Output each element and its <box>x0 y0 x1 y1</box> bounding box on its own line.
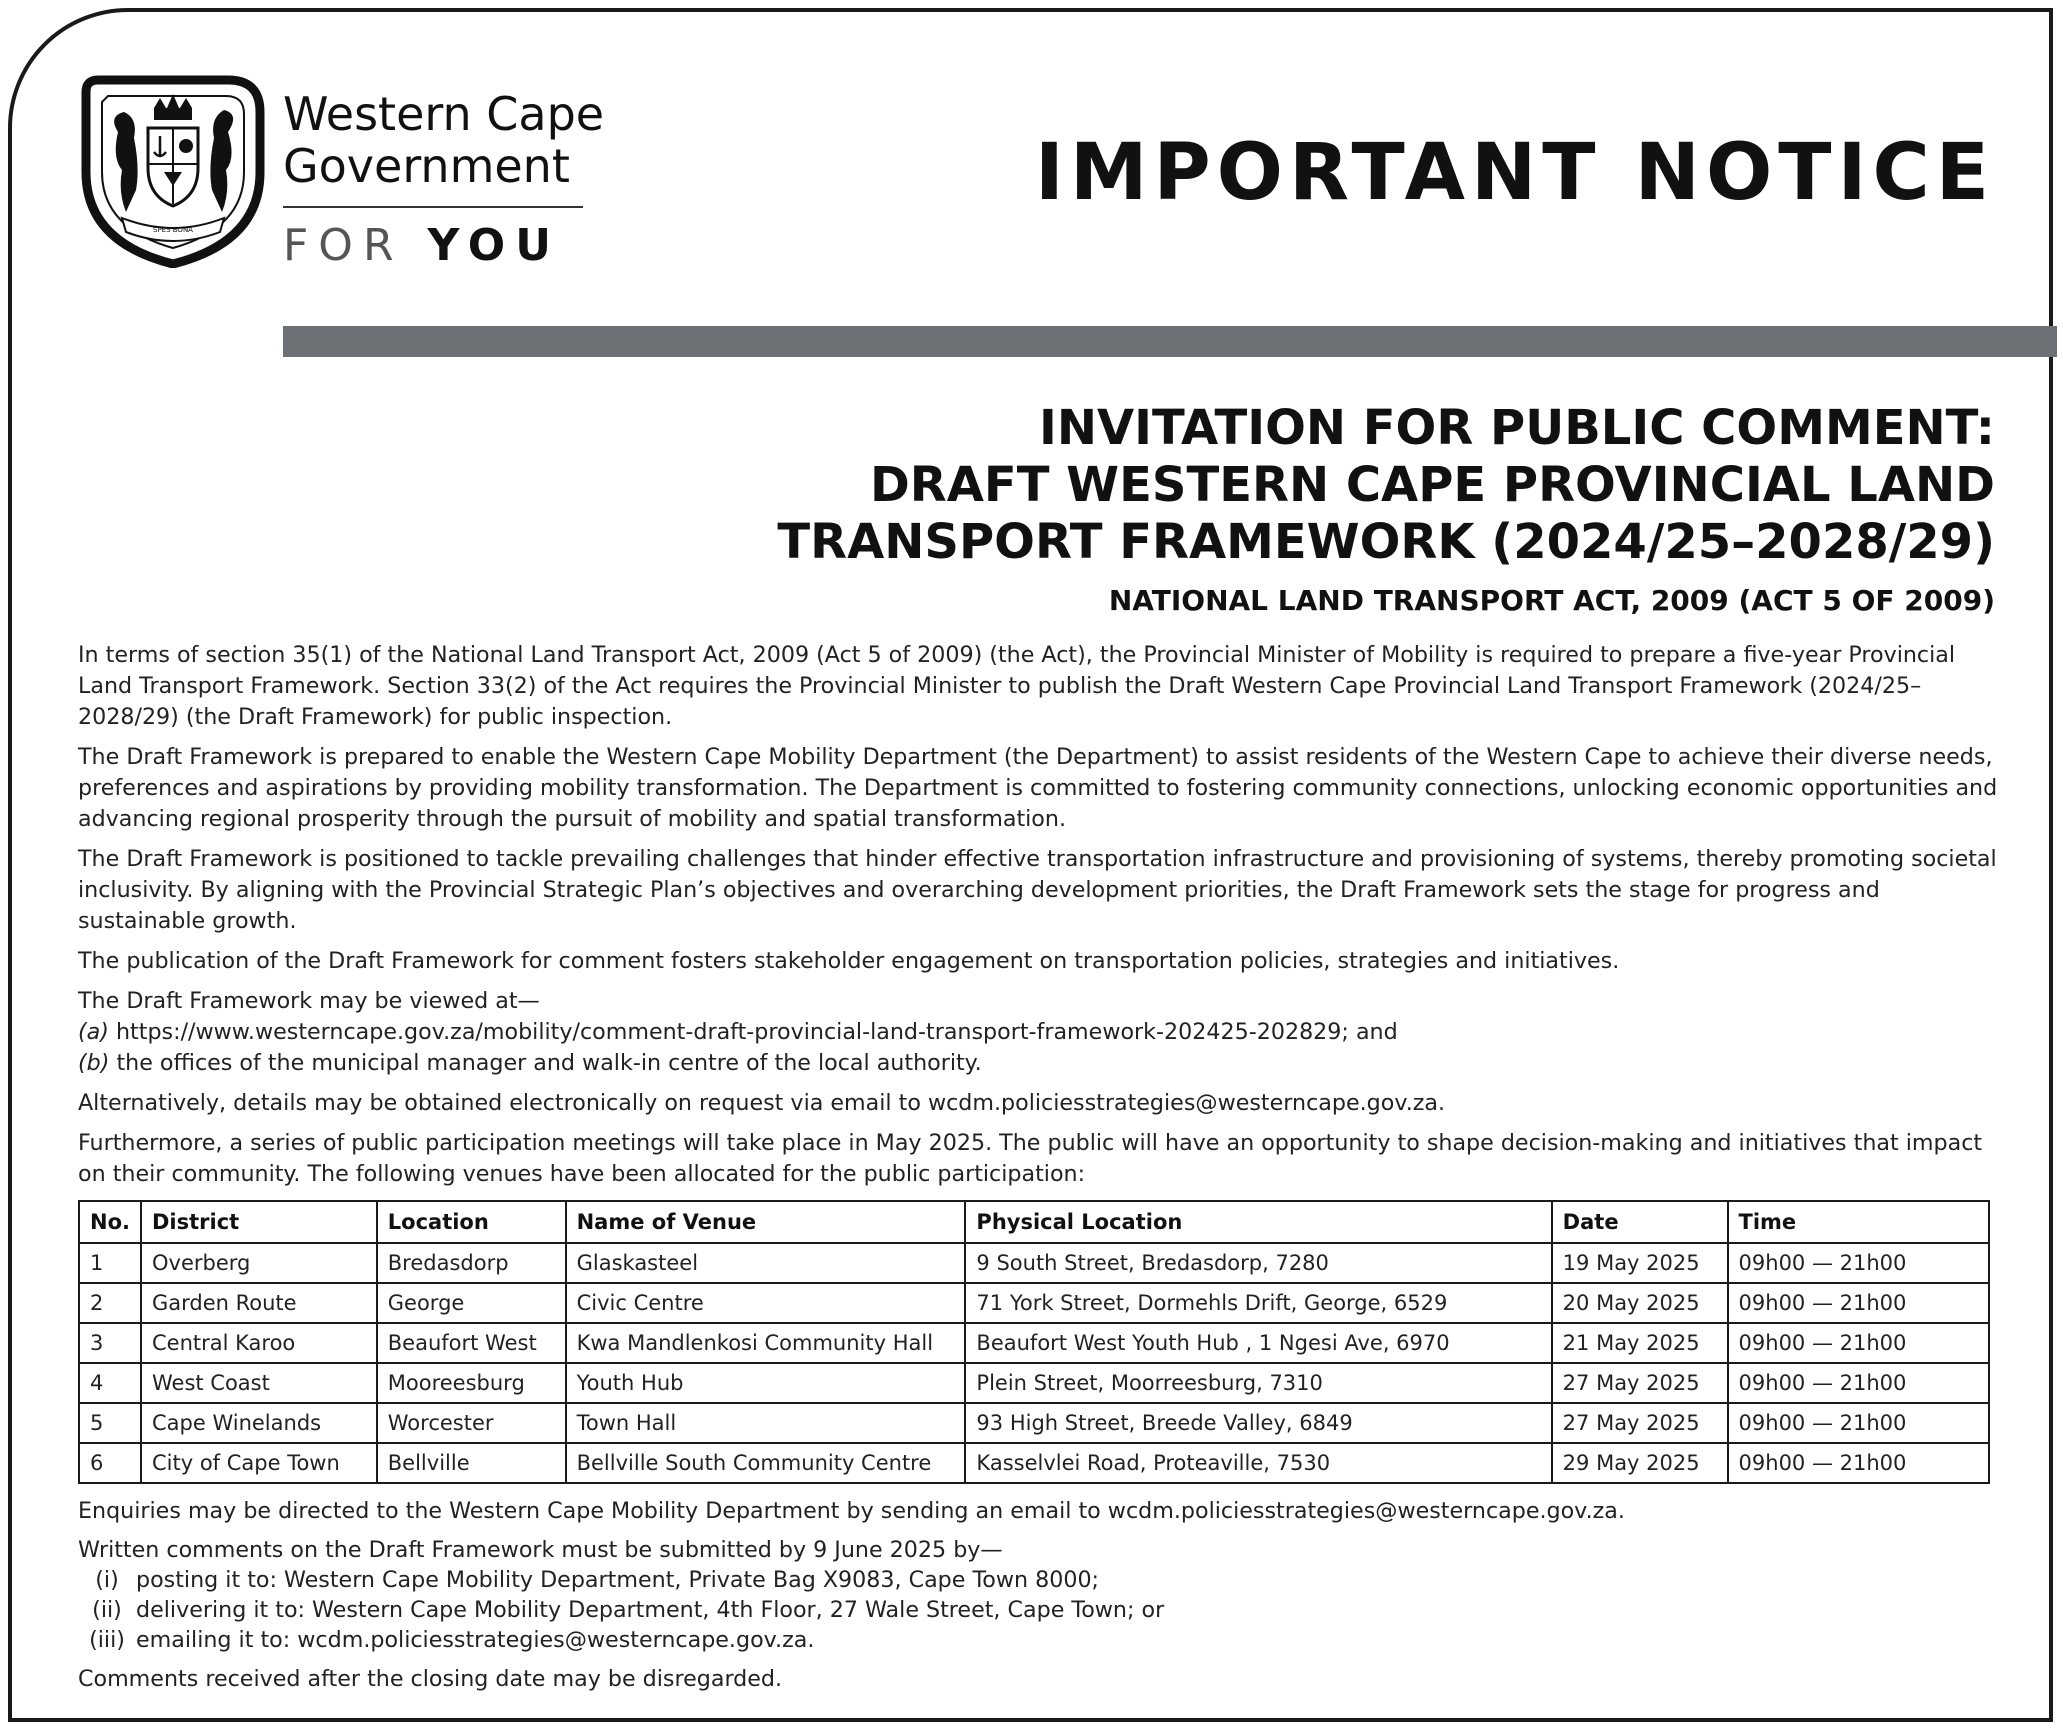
brand-name-line1: Western Cape <box>283 87 605 141</box>
cell-physical-location: Kasselvlei Road, Proteaville, 7530 <box>965 1443 1551 1483</box>
cell-date: 27 May 2025 <box>1552 1363 1728 1403</box>
cell-district: West Coast <box>141 1363 377 1403</box>
viewing-intro: The Draft Framework may be viewed at— <box>78 988 540 1014</box>
closing-text: Comments received after the closing date may be disregarded. <box>78 1666 783 1692</box>
notice-title: IMPORTANT NOTICE <box>1034 128 1995 218</box>
cell-physical-location: 9 South Street, Bredasdorp, 7280 <box>965 1243 1551 1283</box>
item-number: (i) <box>95 1567 119 1593</box>
notice-heading <box>777 400 1995 619</box>
wordmark-divider <box>283 206 583 208</box>
cell-time: 09h00 — 21h00 <box>1728 1283 1989 1323</box>
cell-venue: Town Hall <box>566 1403 966 1443</box>
coat-of-arms-logo <box>78 72 268 268</box>
option-b-label: (b) <box>78 1050 110 1076</box>
cell-no: 6 <box>79 1443 141 1483</box>
cell-physical-location: Beaufort West Youth Hub , 1 Ngesi Ave, 6970 <box>965 1323 1551 1363</box>
table-row <box>79 1283 1989 1323</box>
viewing-locations <box>78 986 1998 1079</box>
item-number: (iii) <box>89 1627 125 1653</box>
table-row <box>79 1323 1989 1363</box>
item-number: (ii) <box>92 1597 122 1623</box>
cell-venue: Bellville South Community Centre <box>566 1443 966 1483</box>
submission-intro: Written comments on the Draft Framework must be submitted by 9 June 2025 by— <box>78 1537 1003 1563</box>
submission-item <box>78 1625 1998 1655</box>
paragraph-4: The publication of the Draft Framework for comment fosters stakeholder engagement on transportation policies, strategies and initiatives. <box>78 948 1620 974</box>
cell-district: Cape Winelands <box>141 1403 377 1443</box>
table-row <box>79 1363 1989 1403</box>
tagline-for: FOR <box>283 220 404 271</box>
paragraph-3: The Draft Framework is positioned to tackle prevailing challenges that hinder effective transportation infrastructure and provisioning of systems, thereby promoting societal inclusivity. By aligning with the Provincial Strategic Plan’s objectives and overarching development priorities, the Draft Framework sets the stage for progress and sustainable growth. <box>78 846 1997 934</box>
paragraph-meetings: Furthermore, a series of public participation meetings will take place in May 2025. The public will have an opportunity to shape decision-making and initiatives that impact on their community. The following venues have been allocated for the public participation: <box>78 1130 1983 1187</box>
cell-physical-location: Plein Street, Moorreesburg, 7310 <box>965 1363 1551 1403</box>
cell-no: 4 <box>79 1363 141 1403</box>
cell-time: 09h00 — 21h00 <box>1728 1363 1989 1403</box>
cell-location: Worcester <box>377 1403 566 1443</box>
tagline-you: YOU <box>427 220 561 271</box>
cell-time: 09h00 — 21h00 <box>1728 1323 1989 1363</box>
cell-physical-location: 93 High Street, Breede Valley, 6849 <box>965 1403 1551 1443</box>
submission-item <box>78 1565 1998 1595</box>
heading-line3: TRANSPORT FRAMEWORK (2024/25–2028/29) <box>777 514 1995 570</box>
viewing-option-a <box>78 1017 1998 1048</box>
table-header-row <box>79 1201 1989 1243</box>
cell-time: 09h00 — 21h00 <box>1728 1403 1989 1443</box>
cell-venue: Youth Hub <box>566 1363 966 1403</box>
cell-district: Garden Route <box>141 1283 377 1323</box>
cell-venue: Glaskasteel <box>566 1243 966 1283</box>
item-text: delivering it to: Western Cape Mobility Department, 4th Floor, 27 Wale Street, Cape Town; or <box>136 1597 1165 1623</box>
cell-time: 09h00 — 21h00 <box>1728 1443 1989 1483</box>
notice-body <box>78 640 1998 1199</box>
table-row <box>79 1403 1989 1443</box>
cell-physical-location: 71 York Street, Dormehls Drift, George, 6529 <box>965 1283 1551 1323</box>
cell-location: Beaufort West <box>377 1323 566 1363</box>
cell-no: 3 <box>79 1323 141 1363</box>
cell-no: 5 <box>79 1403 141 1443</box>
option-a-url[interactable]: https://www.westerncape.gov.za/mobility/comment-draft-provincial-land-transport-framework-202425-202829; and <box>115 1019 1398 1045</box>
cell-district: Overberg <box>141 1243 377 1283</box>
venues-table <box>78 1200 1990 1484</box>
cell-venue: Kwa Mandlenkosi Community Hall <box>566 1323 966 1363</box>
header-physical-location: Physical Location <box>965 1201 1551 1243</box>
cell-location: Mooreesburg <box>377 1363 566 1403</box>
submission-item <box>78 1595 1998 1625</box>
header-venue: Name of Venue <box>566 1201 966 1243</box>
cell-time: 09h00 — 21h00 <box>1728 1243 1989 1283</box>
cell-date: 21 May 2025 <box>1552 1323 1728 1363</box>
cell-date: 29 May 2025 <box>1552 1443 1728 1483</box>
header-time: Time <box>1728 1201 1989 1243</box>
header-divider-bar <box>283 326 2057 357</box>
paragraph-email-request: Alternatively, details may be obtained electronically on request via email to wcdm.policiesstrategies@westerncape.gov.za. <box>78 1090 1446 1116</box>
table-row <box>79 1443 1989 1483</box>
heading-line1: INVITATION FOR PUBLIC COMMENT: <box>1039 400 1995 456</box>
wordmark <box>283 88 703 270</box>
cell-location: George <box>377 1283 566 1323</box>
header-date: Date <box>1552 1201 1728 1243</box>
cell-no: 1 <box>79 1243 141 1283</box>
cell-no: 2 <box>79 1283 141 1323</box>
heading-subtitle: NATIONAL LAND TRANSPORT ACT, 2009 (ACT 5 OF 2009) <box>1108 584 1995 617</box>
notice-footer <box>78 1496 1998 1703</box>
cell-district: Central Karoo <box>141 1323 377 1363</box>
option-a-label: (a) <box>78 1019 109 1045</box>
option-b-text: the offices of the municipal manager and walk-in centre of the local authority. <box>116 1050 982 1076</box>
cell-date: 19 May 2025 <box>1552 1243 1728 1283</box>
cell-date: 27 May 2025 <box>1552 1403 1728 1443</box>
heading-line2: DRAFT WESTERN CAPE PROVINCIAL LAND <box>869 457 1995 513</box>
brand-tagline <box>283 222 703 270</box>
viewing-option-b <box>78 1048 1998 1079</box>
paragraph-2: The Draft Framework is prepared to enable the Western Cape Mobility Department (the Department) to assist residents of the Western Cape to achieve their diverse needs, preferences and aspirations by providing mobility transformation. The Department is committed to fostering community connections, unlocking economic opportunities and advancing regional prosperity through the pursuit of mobility and spatial transformation. <box>78 744 1998 832</box>
item-text: posting it to: Western Cape Mobility Department, Private Bag X9083, Cape Town 8000; <box>136 1567 1100 1593</box>
table-row <box>79 1243 1989 1283</box>
item-text: emailing it to: wcdm.policiesstrategies@westerncape.gov.za. <box>136 1627 815 1653</box>
header-location: Location <box>377 1201 566 1243</box>
cell-venue: Civic Centre <box>566 1283 966 1323</box>
submission-methods <box>78 1535 1998 1655</box>
header-no: No. <box>79 1201 141 1243</box>
crest-motto: SPES BONA <box>153 226 193 234</box>
cell-location: Bredasdorp <box>377 1243 566 1283</box>
paragraph-1: In terms of section 35(1) of the National Land Transport Act, 2009 (Act 5 of 2009) (the Act), the Provincial Minister of Mobility is required to prepare a five-year Provincial Land Transport Framework. Section 33(2) of the Act requires the Provincial Minister to publish the Draft Western Cape Provincial Land Transport Framework (2024/25–2028/29) (the Draft Framework) for public inspection. <box>78 642 1956 730</box>
header-district: District <box>141 1201 377 1243</box>
cell-district: City of Cape Town <box>141 1443 377 1483</box>
enquiries-text: Enquiries may be directed to the Western Cape Mobility Department by sending an email to wcdm.policiesstrategies@westerncape.gov.za. <box>78 1498 1625 1524</box>
cell-location: Bellville <box>377 1443 566 1483</box>
cell-date: 20 May 2025 <box>1552 1283 1728 1323</box>
brand-name-line2: Government <box>283 139 570 193</box>
